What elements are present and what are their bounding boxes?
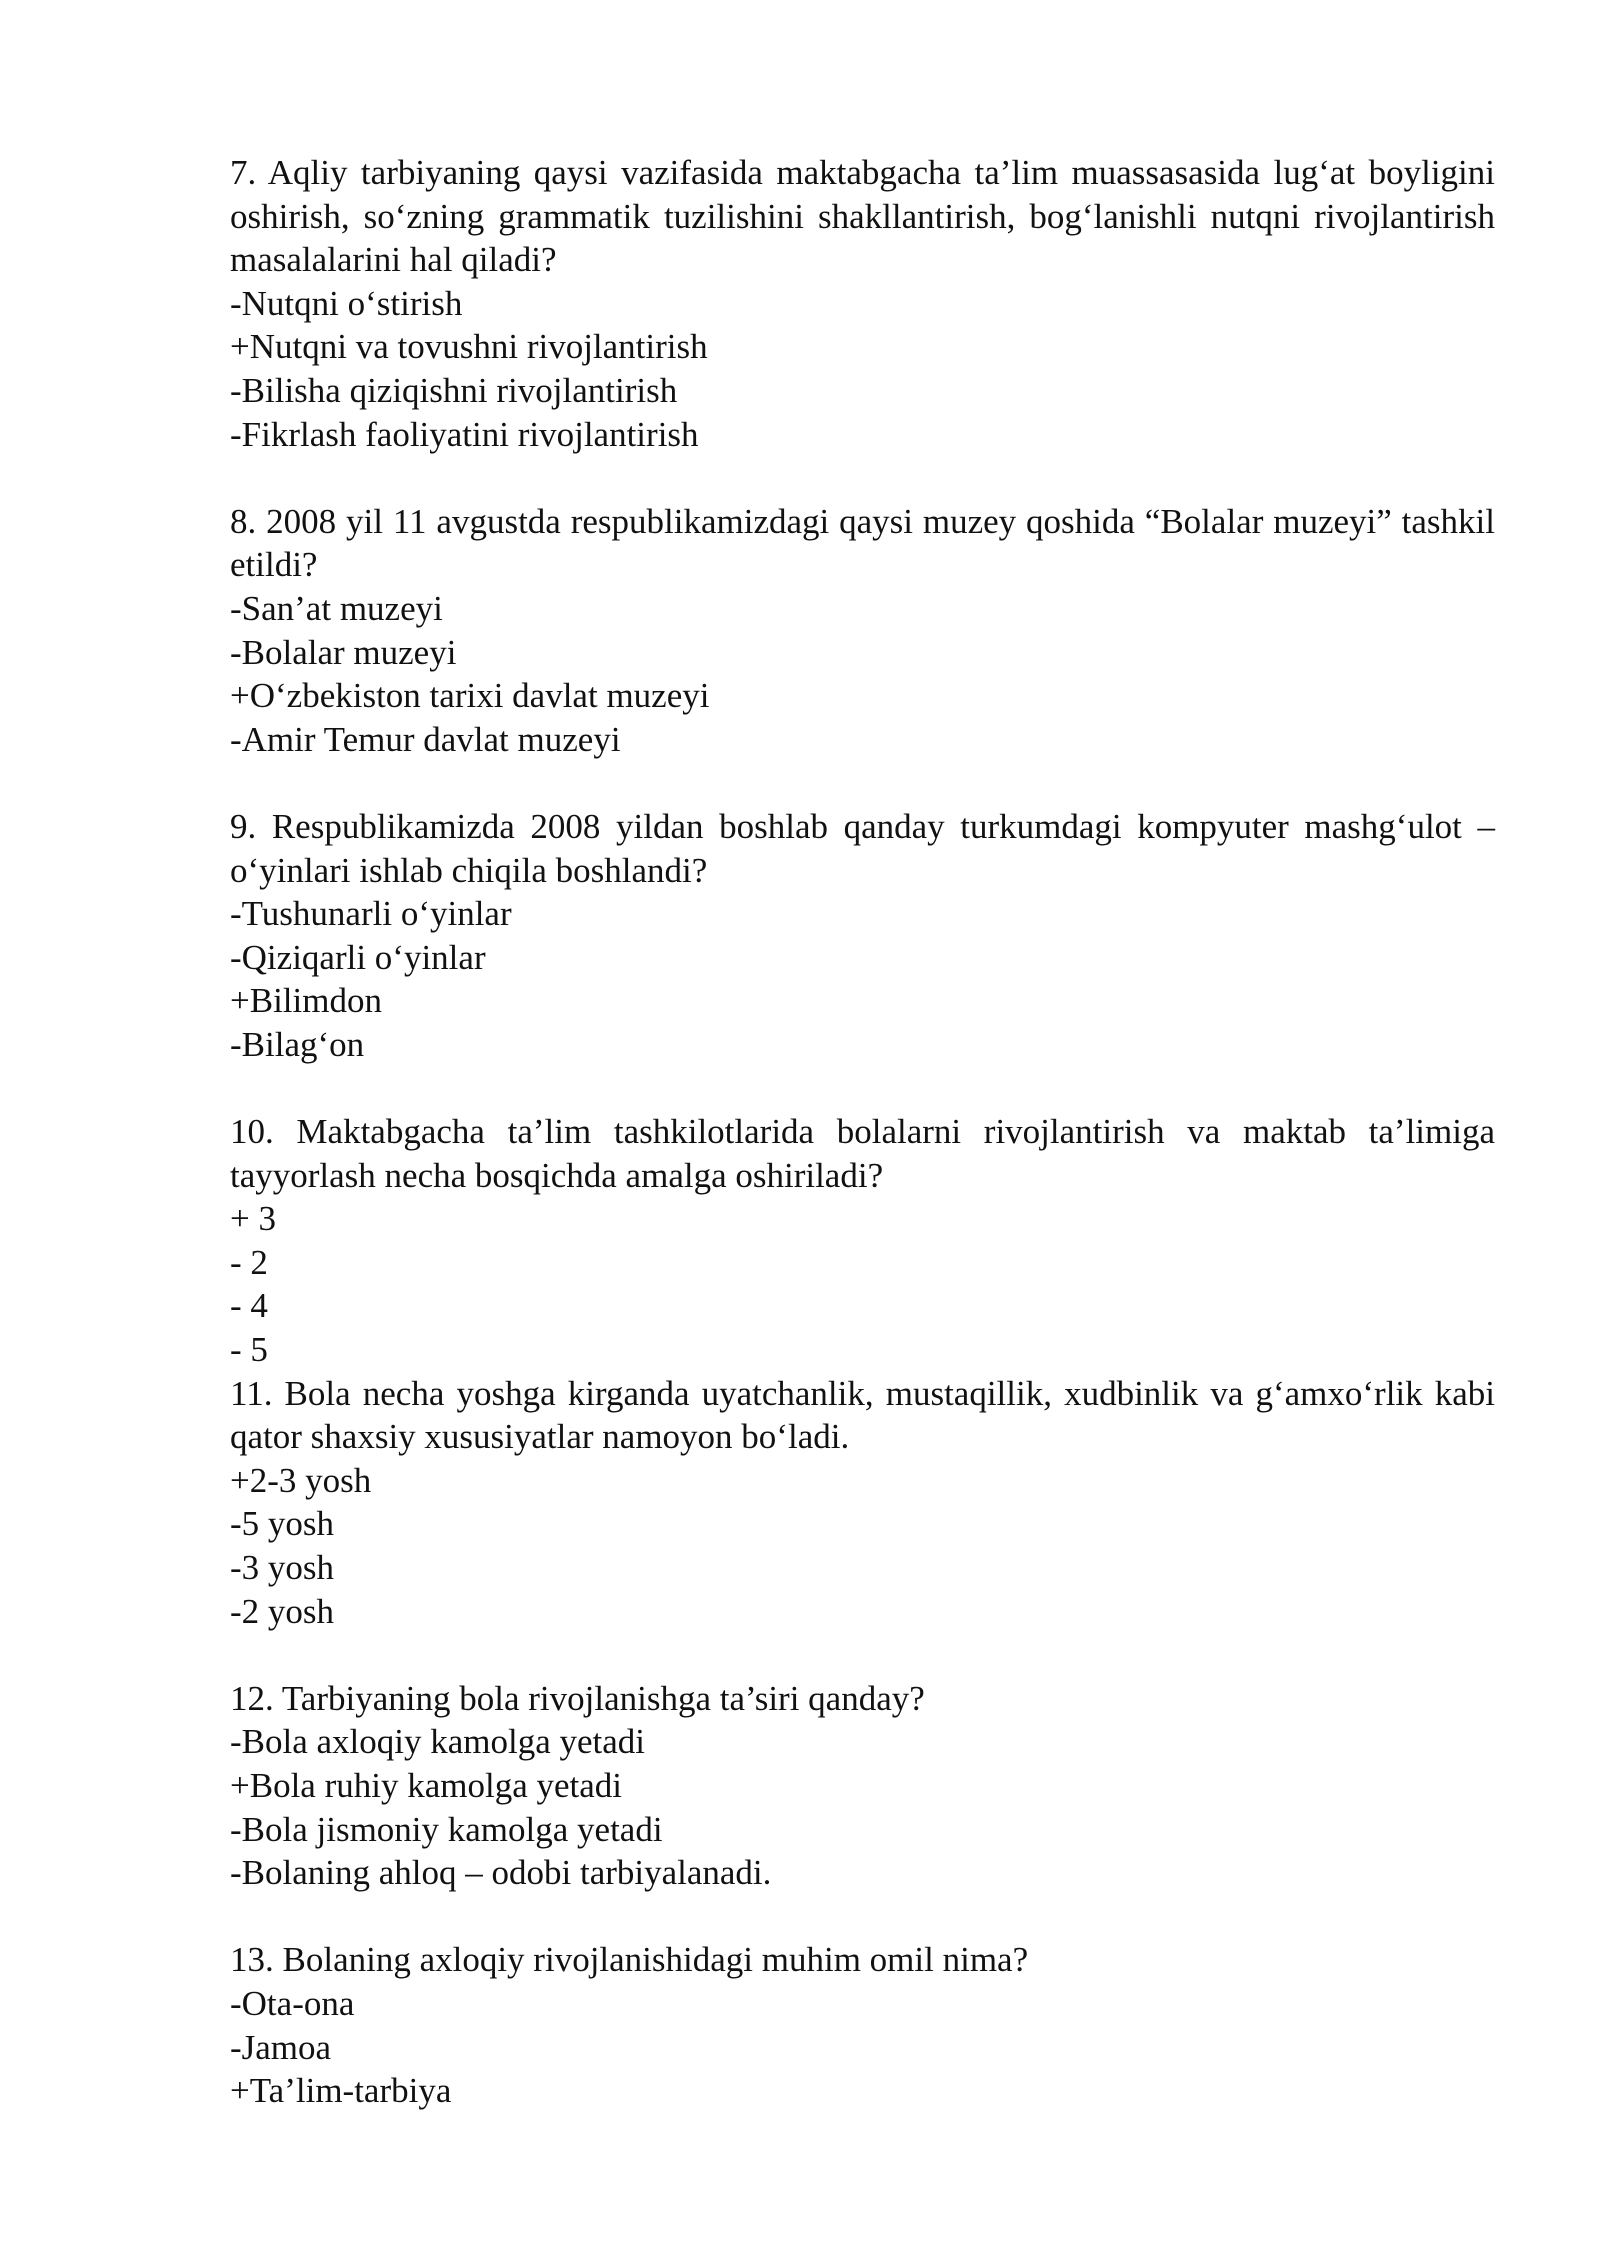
- question-text: 7. Aqliy tarbiyaning qaysi vazifasida maktabgacha ta’lim muassasasida lug‘at boyligini oshirish, so‘zning grammatik tuzilishini shakllantirish, bog‘lanishli nutqni rivojlantirish masalalarini hal qiladi?: [230, 153, 1495, 280]
- answer-option: +Ta’lim-tarbiya: [230, 2071, 452, 2111]
- answer-option: -Bilag‘on: [230, 1024, 365, 1064]
- document-page: [230, 151, 1495, 2113]
- answer-option: -3 yosh: [230, 1548, 335, 1587]
- answer-option: +Bilimdon: [230, 981, 382, 1021]
- question-text: 10. Maktabgacha ta’lim tashkilotlarida bolalarni rivojlantirish va maktab ta’limiga tayyorlash necha bosqichda amalga oshiriladi?: [230, 1112, 1495, 1195]
- question-text: 12. Tarbiyaning bola rivojlanishga ta’siri qanday?: [230, 1678, 925, 1718]
- answer-option: + 3: [230, 1199, 276, 1239]
- answer-option: -Fikrlash faoliyatini rivojlantirish: [230, 414, 699, 454]
- answer-option: -Bola axloqiy kamolga yetadi: [230, 1722, 646, 1762]
- spacer: [230, 456, 1495, 500]
- question-text: 13. Bolaning axloqiy rivojlanishidagi muhim omil nima?: [230, 1940, 1029, 1980]
- answer-option: -Ota-ona: [230, 1983, 355, 2023]
- answer-option: - 4: [230, 1286, 268, 1326]
- answer-option: -Bolaning ahloq – odobi tarbiyalanadi.: [230, 1853, 772, 1893]
- answer-option: -2 yosh: [230, 1591, 335, 1631]
- answer-option: -Bola jismoniy kamolga yetadi: [230, 1809, 663, 1849]
- answer-option: -5 yosh: [230, 1504, 335, 1544]
- answer-option: -Jamoa: [230, 2027, 332, 2067]
- answer-option: -Nutqni o‘stirish: [230, 283, 463, 323]
- spacer: [230, 761, 1495, 805]
- question-text: 8. 2008 yil 11 avgustda respublikamizdagi qaysi muzey qoshida “Bolalar muzeyi” tashkil etildi?: [230, 501, 1495, 585]
- answer-option: - 5: [230, 1330, 268, 1370]
- question-text: 9. Respublikamizda 2008 yildan boshlab qanday turkumdagi kompyuter mashg‘ulot – o‘yinlari ishlab chiqila boshlandi?: [230, 806, 1495, 890]
- spacer: [230, 1633, 1495, 1677]
- answer-option: -Bilisha qiziqishni rivojlantirish: [230, 370, 678, 410]
- answer-option: -Amir Temur davlat muzeyi: [230, 719, 621, 759]
- answer-option: +Bola ruhiy kamolga yetadi: [230, 1765, 623, 1805]
- question-8: [230, 500, 1495, 762]
- spacer: [230, 1895, 1495, 1939]
- answer-option: +Nutqni va tovushni rivojlantirish: [230, 327, 708, 367]
- answer-option: +O‘zbekiston tarixi davlat muzeyi: [230, 676, 710, 716]
- question-text: 11. Bola necha yoshga kirganda uyatchanlik, mustaqillik, xudbinlik va g‘amxo‘rlik kabi qator shaxsiy xususiyatlar namoyon bo‘ladi.: [230, 1373, 1495, 1457]
- answer-option: -Bolalar muzeyi: [230, 632, 457, 672]
- question-12: [230, 1677, 1495, 1895]
- answer-option: -Tushunarli o‘yinlar: [230, 894, 512, 934]
- question-11: [230, 1372, 1495, 1634]
- answer-option: -San’at muzeyi: [230, 588, 443, 628]
- question-10: [230, 1110, 1495, 1372]
- question-13: [230, 1938, 1495, 2112]
- spacer: [230, 1066, 1495, 1110]
- answer-option: - 2: [230, 1242, 268, 1282]
- answer-option: -Qiziqarli o‘yinlar: [230, 937, 486, 977]
- question-7: [230, 151, 1495, 456]
- question-9: [230, 805, 1495, 1067]
- answer-option: +2-3 yosh: [230, 1460, 372, 1500]
